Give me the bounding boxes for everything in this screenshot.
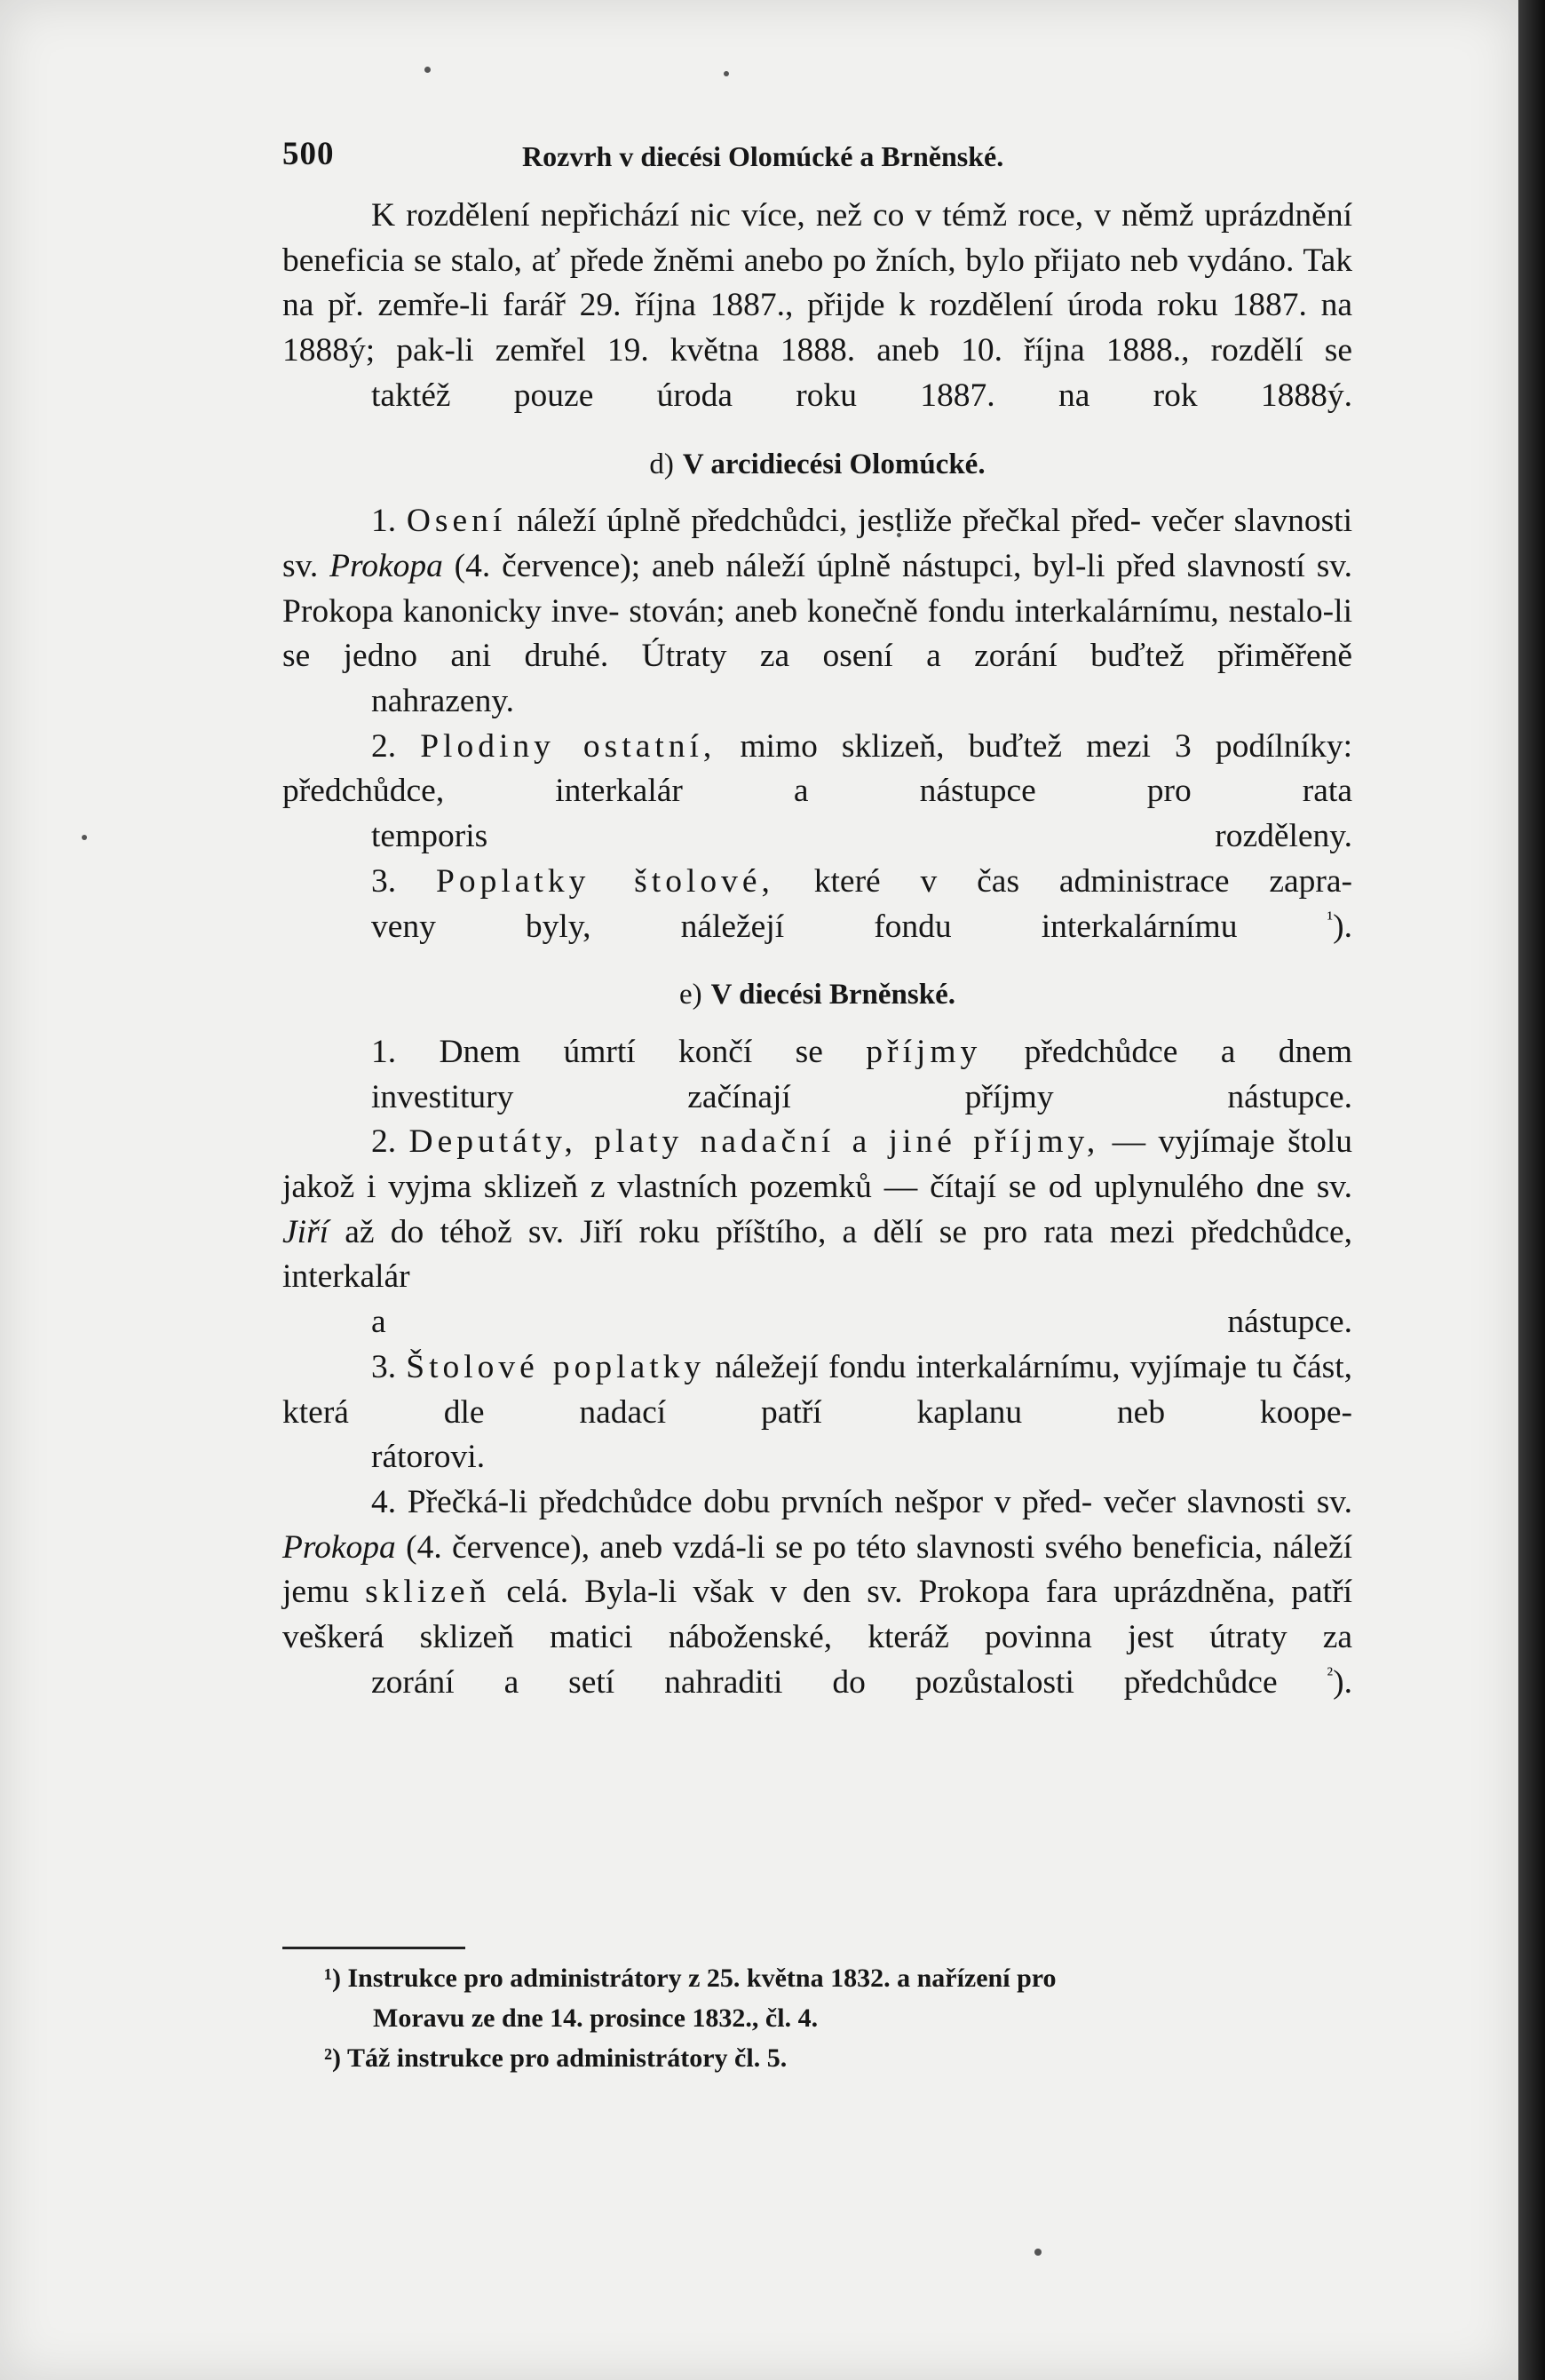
section-e-item-4 [282,1480,1352,1706]
item-number: 4. [371,1483,397,1520]
footnote-text: Instrukce pro administrátory z 25. května 1832. a nařízení pro [347,1964,1057,1993]
spaced-keyword: Deputáty, platy nadační a jiné příjmy, [408,1123,1100,1161]
item-text: ). [1333,1663,1352,1701]
section-e-item-3 [282,1345,1352,1480]
footnote-divider [282,1947,465,1949]
body-text [282,194,1352,1706]
item-text: (4. července), aneb vzdá-li se po [406,1528,847,1566]
item-line: rátorovi. [371,1439,486,1476]
item-number: 2. [371,727,397,765]
item-number: 1. [371,503,397,540]
item-line: 3 podílníky: předchůdce, interkalár a nástupce pro rata [282,727,1353,810]
intro-line: taktéž pouze úroda roku 1887. na rok 1888ý. [371,377,1352,414]
item-text: náleží úplně předchůdci, jestliže přečkal před- [517,503,1142,540]
footnote-text: Táž instrukce pro administrátory čl. 5. [346,2043,788,2073]
item-number: 1. [371,1033,397,1070]
saint-name: Jiří [282,1213,329,1250]
item-line: Byla-li však v den sv. Prokopa fara uprázdněna, patří veškerá [282,1574,1353,1656]
scan-speck [82,835,87,840]
section-d-item-1 [282,499,1352,725]
section-d-item-3 [282,860,1352,949]
footnote-1 [324,1958,1354,1998]
saint-name: Prokopa [282,1528,396,1566]
item-text: náležejí fondu interkalárnímu, [715,1348,1121,1385]
section-heading-e [282,949,1352,1030]
footnote-text: Moravu ze dne 14. prosince 1832., čl. 4. [373,2003,819,2033]
footnote-1-continued [324,1998,1354,2038]
page-number: 500 [282,136,335,172]
section-e-item-2 [282,1120,1352,1345]
section-title: V diecési Brněnské. [710,979,955,1012]
item-text: mimo sklizeň, buďtež mezi [740,727,1151,765]
section-heading-d [282,419,1352,500]
item-text: čítají se od uplynulého dne sv. [930,1169,1352,1206]
item-line: investitury začínají příjmy nástupce. [371,1078,1352,1115]
item-text: této slavnosti svého beneficia, náleží jemu [282,1528,1353,1611]
item-text: večer slavnosti sv. [1103,1483,1352,1520]
scan-edge [1518,0,1545,2380]
item-text: které v čas administrace zapra- [813,862,1352,900]
spaced-keyword: sklizeň [365,1574,491,1611]
item-number: 3. [371,862,397,900]
scan-speck [424,67,431,73]
intro-line: v němž uprázdnění beneficia se stalo, ať přede žněmi anebo [282,197,1352,279]
item-number: 3. [371,1348,397,1385]
item-line: nástupci, byl-li před slavností sv. Prokopa kanonicky inve- [282,547,1353,630]
item-text: (4. července); aneb náleží úplně [454,547,891,584]
item-text: Přečká-li předchůdce dobu prvních nešpor v před- [407,1483,1093,1520]
item-line: vyjímaje tu část, která dle nadací patří kaplanu neb koope- [282,1348,1353,1431]
section-d-item-2 [282,725,1352,860]
spaced-keyword: Poplatky štolové, [435,862,774,900]
item-text: zorání a setí nahraditi do pozůstalosti předchůdce [371,1663,1278,1701]
section-e-item-1 [282,1030,1352,1120]
footnote-2 [324,2038,1354,2078]
intro-line: K rozdělení nepřichází nic více, než co v témž roce, [371,197,1084,234]
item-text: celá. [506,1574,569,1611]
spaced-keyword: Plodiny ostatní, [420,727,717,765]
item-line: sklizeň matici náboženské, kteráž povinna jest útraty za [419,1619,1353,1656]
footnote-ref: ¹ [1327,907,1334,930]
running-title: Rozvrh v diecési Olomúcké a Brněnské. [522,140,1004,172]
spaced-keyword: Štolové poplatky [406,1348,706,1385]
item-number: 2. [371,1123,397,1161]
item-text: předchůdce a dnem [1024,1033,1353,1070]
section-label: e) [679,979,702,1012]
page-header [282,135,1357,179]
item-line: temporis rozděleny. [371,818,1352,855]
scan-speck [1034,2249,1042,2256]
item-line: roku příštího, a dělí se pro rata mezi předchůdce, interkalár [282,1213,1353,1296]
item-text: Dnem úmrtí končí se [439,1033,823,1070]
saint-name: Prokopa [329,547,443,584]
spaced-keyword: příjmy [866,1033,982,1070]
footnotes [324,1958,1354,2078]
intro-line: po žních, bylo přijato neb vydáno. Tak na př. zemře-li farář [282,242,1352,324]
item-text: — [1112,1123,1146,1161]
intro-paragraph [282,194,1352,419]
item-text: veny byly, náležejí fondu interkalárnímu [371,908,1238,945]
item-line: jedno ani druhé. Útraty za osení a zorání buďtež přiměřeně [343,638,1353,675]
footnote-ref: ² [1327,1662,1334,1686]
footnote-mark: ²) [324,2043,341,2073]
section-label: d) [649,448,674,480]
section-title: V arcidiecési Olomúcké. [682,448,986,480]
scan-speck [724,71,729,76]
item-line: a nástupce. [371,1304,1352,1341]
intro-line: pak-li zemřel 19. května 1888. aneb 10. října 1888., rozdělí se [396,332,1353,369]
footnote-mark: ¹) [324,1964,341,1993]
intro-line: 29. října 1887., přijde k rozdělení úroda roku 1887. na 1888ý; [282,287,1352,369]
item-text: ). [1333,908,1353,945]
item-text: večer slavnosti sv. [282,503,1353,584]
item-text: až do téhož sv. Jiří [345,1213,623,1250]
item-line: vyjímaje štolu jakož i vyjma sklizeň z vlastních pozemků — [282,1123,1353,1206]
item-line: nahrazeny. [371,683,515,720]
spaced-keyword: Osení [406,503,507,540]
item-line: stován; aneb konečně fondu interkalárnímu, nestalo-li se [282,592,1353,675]
